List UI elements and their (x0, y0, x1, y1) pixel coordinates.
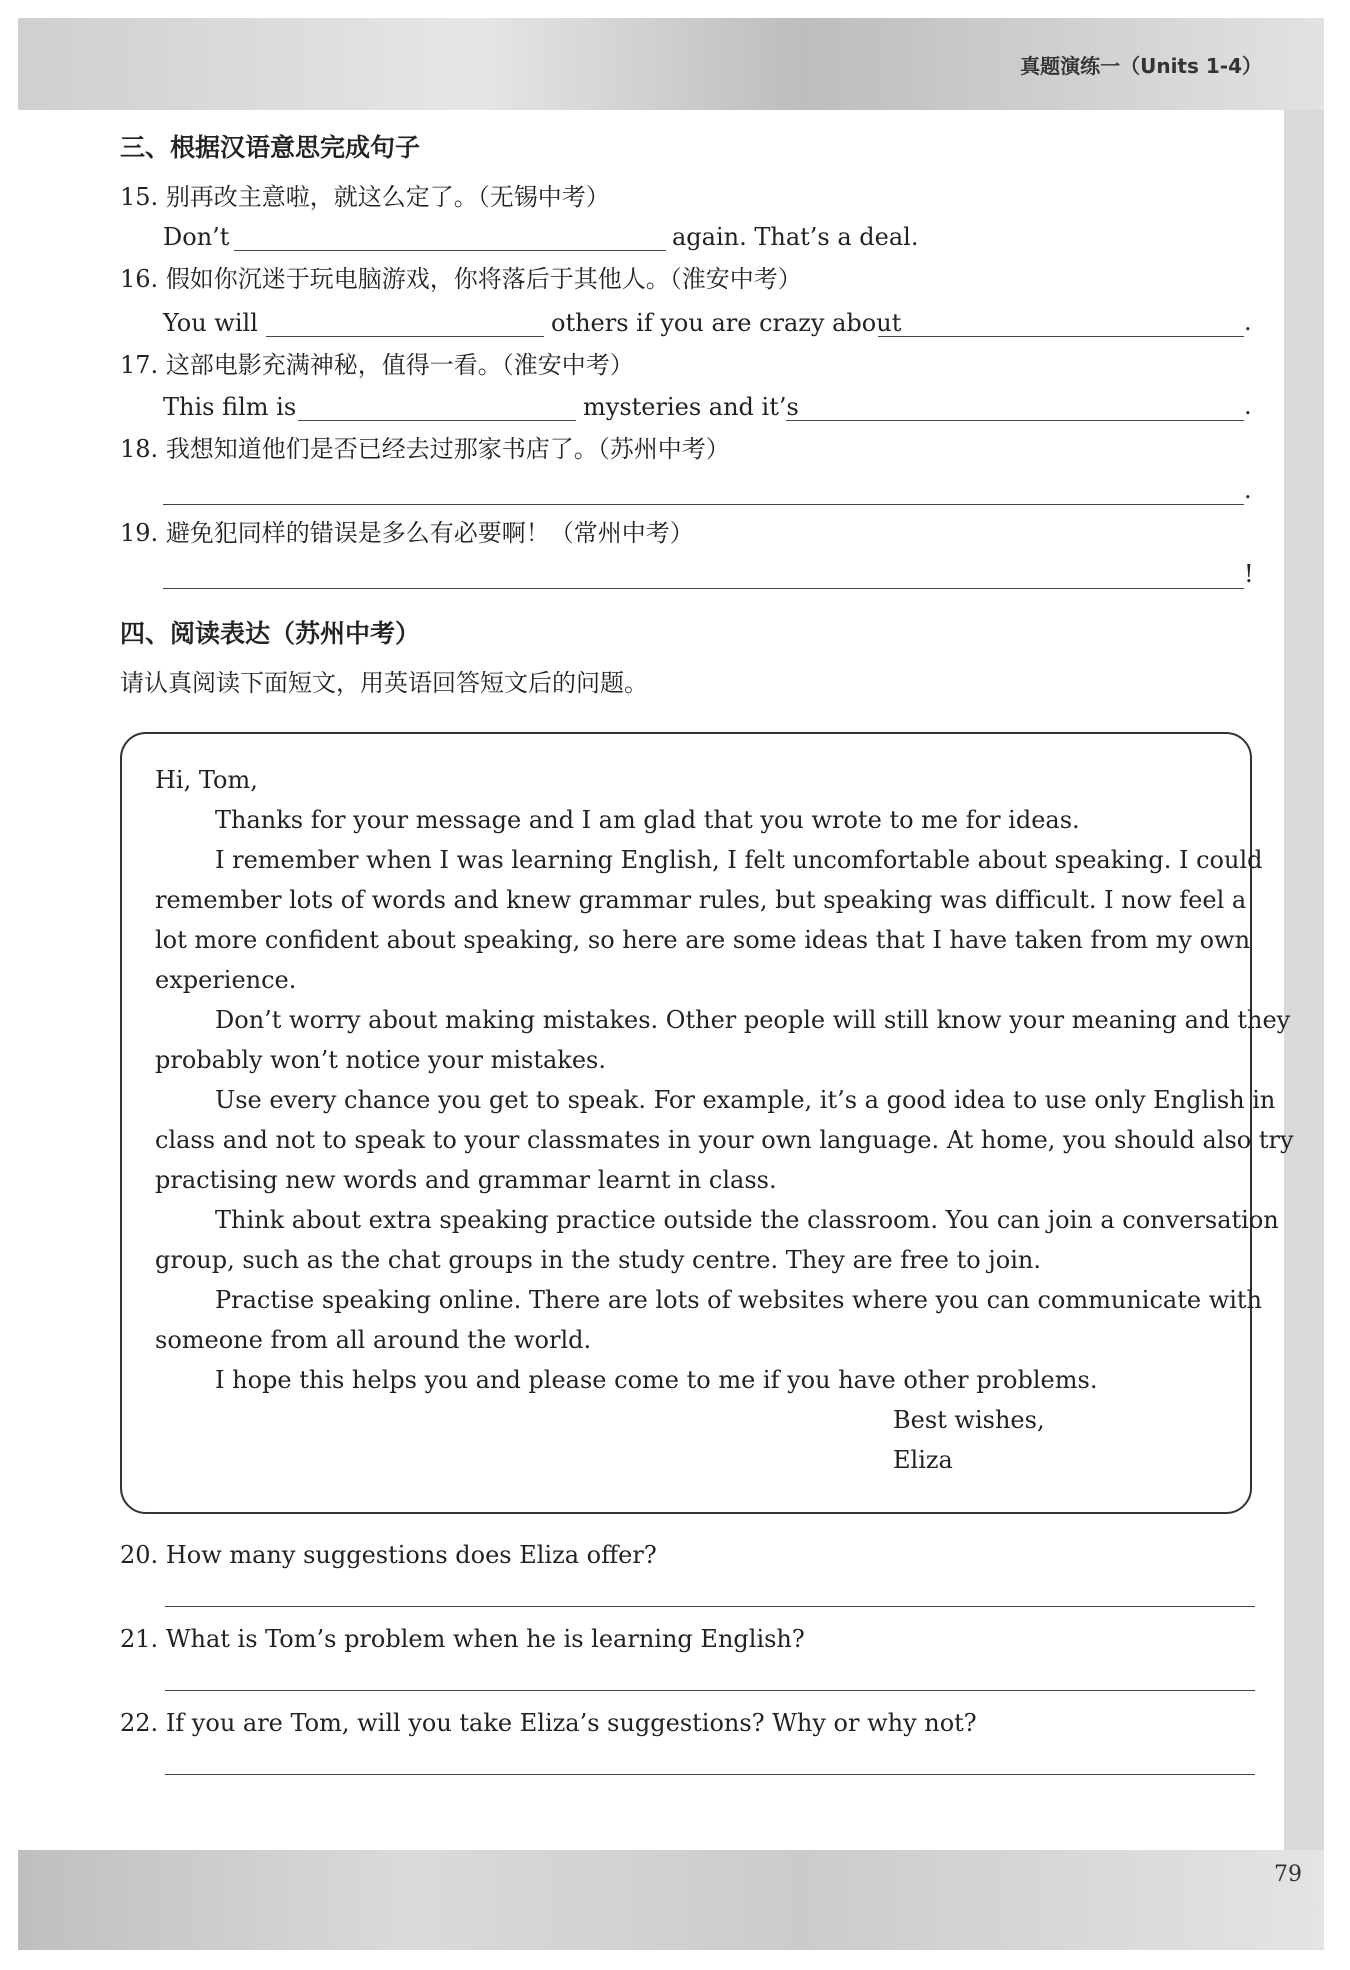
q15-part2: again. That’s a deal. (672, 223, 919, 251)
q17-blank-2[interactable] (786, 420, 1244, 421)
letter-line: practising new words and grammar learnt in class. (155, 1166, 777, 1194)
q22-answer-line[interactable] (165, 1774, 1255, 1775)
q15-blank[interactable] (234, 250, 666, 251)
letter-signature: Eliza (893, 1446, 953, 1474)
letter-line: experience. (155, 966, 297, 994)
q16-part2: others if you are crazy about (551, 309, 902, 337)
letter-line: probably won’t notice your mistakes. (155, 1046, 606, 1074)
letter-closing: Best wishes, (893, 1406, 1045, 1434)
q15-prompt (120, 182, 610, 212)
q19-prompt (120, 518, 694, 548)
q22-prompt (120, 1708, 977, 1738)
q21-prompt (120, 1624, 805, 1654)
q20-answer-line[interactable] (165, 1606, 1255, 1607)
letter-line: Thanks for your message and I am glad that you wrote to me for ideas. (215, 806, 1080, 834)
q20-number: 20. (120, 1541, 159, 1569)
letter-line: remember lots of words and knew grammar rules, but speaking was difficult. I now feel a (155, 886, 1247, 914)
q18-answer-line[interactable] (163, 504, 1244, 505)
q16-prompt (120, 264, 802, 294)
q18-chinese: 我想知道他们是否已经去过那家书店了。（苏州中考） (165, 435, 730, 463)
q16-chinese: 假如你沉迷于玩电脑游戏，你将落后于其他人。（淮安中考） (165, 265, 802, 293)
q17-blank-1[interactable] (298, 420, 576, 421)
letter-line: Use every chance you get to speak. For example, it’s a good idea to use only English in (215, 1086, 1276, 1114)
q17-number: 17. (120, 351, 159, 379)
letter-line: lot more confident about speaking, so here are some ideas that I have taken from my own (155, 926, 1251, 954)
section4-instruction: 请认真阅读下面短文，用英语回答短文后的问题。 (120, 669, 648, 697)
q19-chinese: 避免犯同样的错误是多么有必要啊！（常州中考） (165, 519, 694, 547)
q18-end-punct: . (1244, 476, 1252, 504)
q18-prompt (120, 434, 730, 464)
q21-number: 21. (120, 1625, 159, 1653)
page-number: 79 (1274, 1862, 1302, 1887)
q16-end-punct: . (1244, 308, 1252, 336)
q16-part1: You will (163, 309, 258, 337)
q17-prompt (120, 350, 634, 380)
section4-title: 四、阅读表达（苏州中考） (120, 619, 421, 648)
q15-chinese: 别再改主意啦，就这么定了。（无锡中考） (165, 183, 610, 211)
q17-part2: mysteries and it’s (583, 393, 799, 421)
q16-blank-2[interactable] (878, 336, 1244, 337)
q21-text: What is Tom’s problem when he is learning English? (165, 1625, 805, 1653)
q19-end-punct: ! (1244, 560, 1254, 588)
q15-part1: Don’t (163, 223, 230, 251)
letter-line: group, such as the chat groups in the study centre. They are free to join. (155, 1246, 1041, 1274)
q18-number: 18. (120, 435, 159, 463)
running-header: 真题演练一（Units 1-4） (1020, 54, 1262, 78)
section3-title: 三、根据汉语意思完成句子 (120, 133, 421, 162)
q20-text: How many suggestions does Eliza offer? (165, 1541, 657, 1569)
letter-line: Think about extra speaking practice outside the classroom. You can join a conversation (215, 1206, 1279, 1234)
q21-answer-line[interactable] (165, 1690, 1255, 1691)
q17-end-punct: . (1244, 392, 1252, 420)
q20-prompt (120, 1540, 657, 1570)
q22-number: 22. (120, 1709, 159, 1737)
q19-number: 19. (120, 519, 159, 547)
q16-number: 16. (120, 265, 159, 293)
q16-blank-1[interactable] (266, 336, 544, 337)
letter-line: class and not to speak to your classmates in your own language. At home, you should also try (155, 1126, 1294, 1154)
q19-answer-line[interactable] (163, 588, 1244, 589)
letter-line: I remember when I was learning English, I felt uncomfortable about speaking. I could (215, 846, 1263, 874)
letter-line: Don’t worry about making mistakes. Other people will still know your meaning and they (215, 1006, 1291, 1034)
letter-line: someone from all around the world. (155, 1326, 592, 1354)
q15-number: 15. (120, 183, 159, 211)
q17-chinese: 这部电影充满神秘，值得一看。（淮安中考） (165, 351, 634, 379)
q22-text: If you are Tom, will you take Eliza’s suggestions? Why or why not? (165, 1709, 977, 1737)
footer-band (18, 1850, 1324, 1950)
letter-greeting: Hi, Tom, (155, 766, 258, 794)
letter-line: Practise speaking online. There are lots of websites where you can communicate with (215, 1286, 1263, 1314)
letter-line: I hope this helps you and please come to me if you have other problems. (215, 1366, 1098, 1394)
q17-part1: This film is (163, 393, 297, 421)
